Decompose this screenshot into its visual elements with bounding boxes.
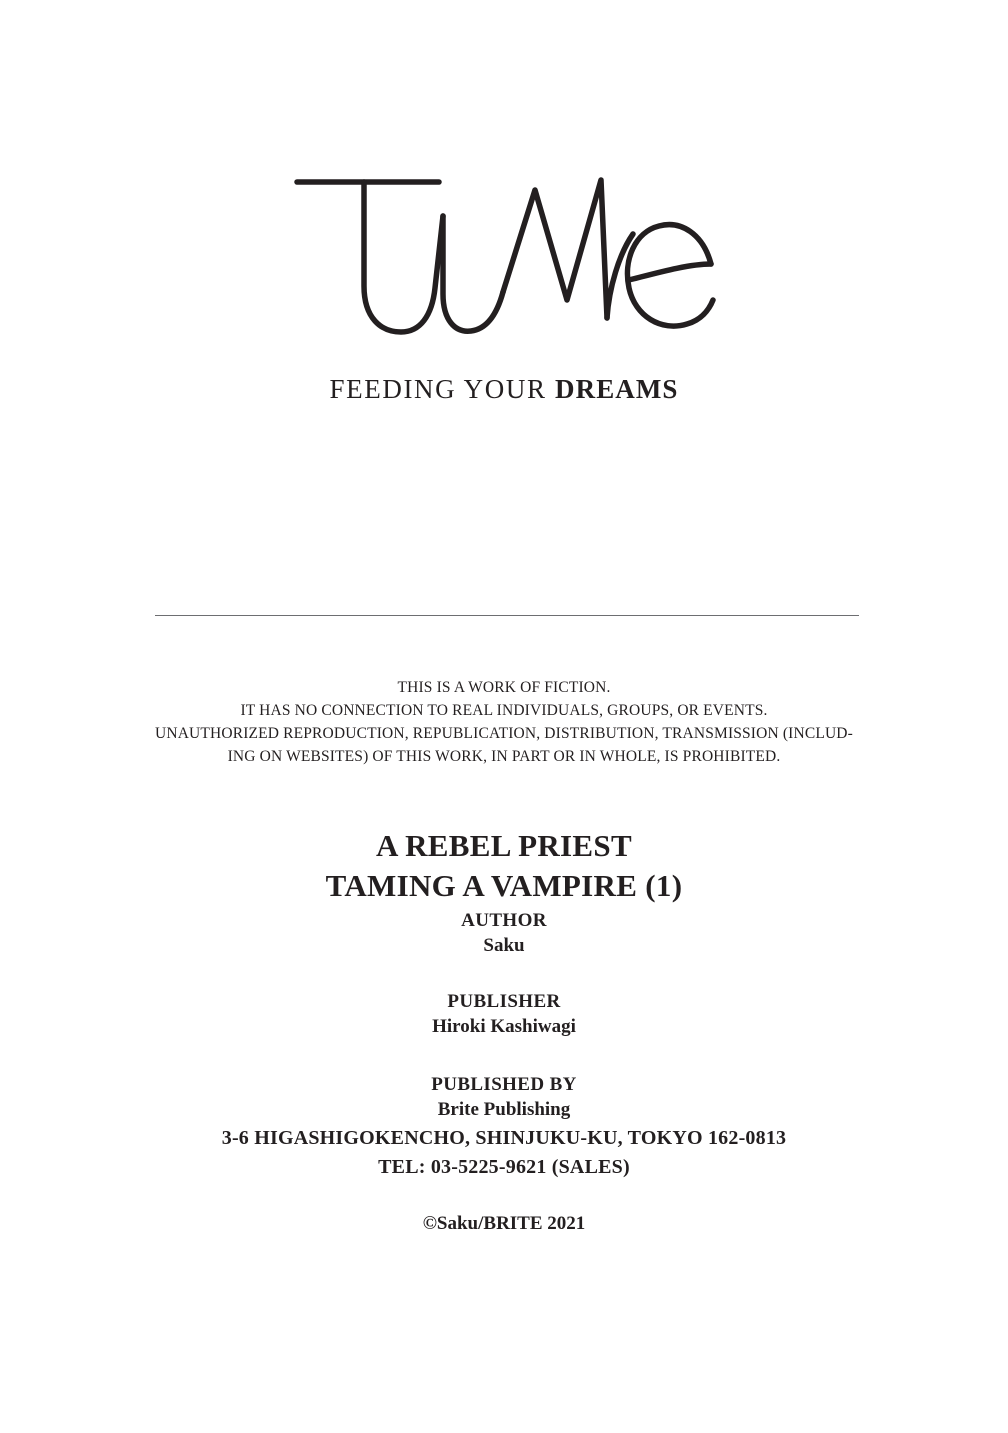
publisher-name: Hiroki Kashiwagi — [432, 1016, 576, 1037]
work-title-line-2: TAMING A VAMPIRE (1) — [325, 868, 683, 903]
published-by-label: PUBLISHED BY — [431, 1074, 577, 1095]
author-name: Saku — [483, 935, 525, 956]
publisher-logo-block — [0, 168, 1008, 405]
disclaimer-line-1: THIS IS A WORK OF FICTION. — [397, 679, 611, 696]
published-by-name: Brite Publishing — [437, 1099, 571, 1120]
tume-wordmark-icon — [289, 168, 719, 358]
logo-tagline-light: FEEDING YOUR — [329, 374, 556, 404]
logo-tagline — [0, 374, 1008, 405]
author-label: AUTHOR — [461, 910, 547, 931]
publisher-label: PUBLISHER — [447, 991, 561, 1012]
legal-disclaimer — [0, 676, 1008, 768]
work-title-line-1: A REBEL PRIEST — [376, 828, 632, 863]
logo-tagline-bold: DREAMS — [555, 374, 679, 404]
disclaimer-line-3: UNAUTHORIZED REPRODUCTION, REPUBLICATION, DISTRIBUTION, TRANSMISSION (INCLUD- — [155, 725, 853, 742]
colophon — [0, 826, 1008, 1235]
publisher-address: 3-6 HIGASHIGOKENCHO, SHINJUKU-KU, TOKYO 162-0813 — [221, 1127, 787, 1149]
disclaimer-line-4: ING ON WEBSITES) OF THIS WORK, IN PART OR IN WHOLE, IS PROHIBITED. — [227, 748, 781, 765]
copyright-notice: ©Saku/BRITE 2021 — [422, 1213, 586, 1234]
publisher-phone: TEL: 03-5225-9621 (SALES) — [378, 1156, 630, 1178]
disclaimer-line-2: IT HAS NO CONNECTION TO REAL INDIVIDUALS, GROUPS, OR EVENTS. — [240, 702, 768, 719]
horizontal-divider — [155, 615, 859, 616]
